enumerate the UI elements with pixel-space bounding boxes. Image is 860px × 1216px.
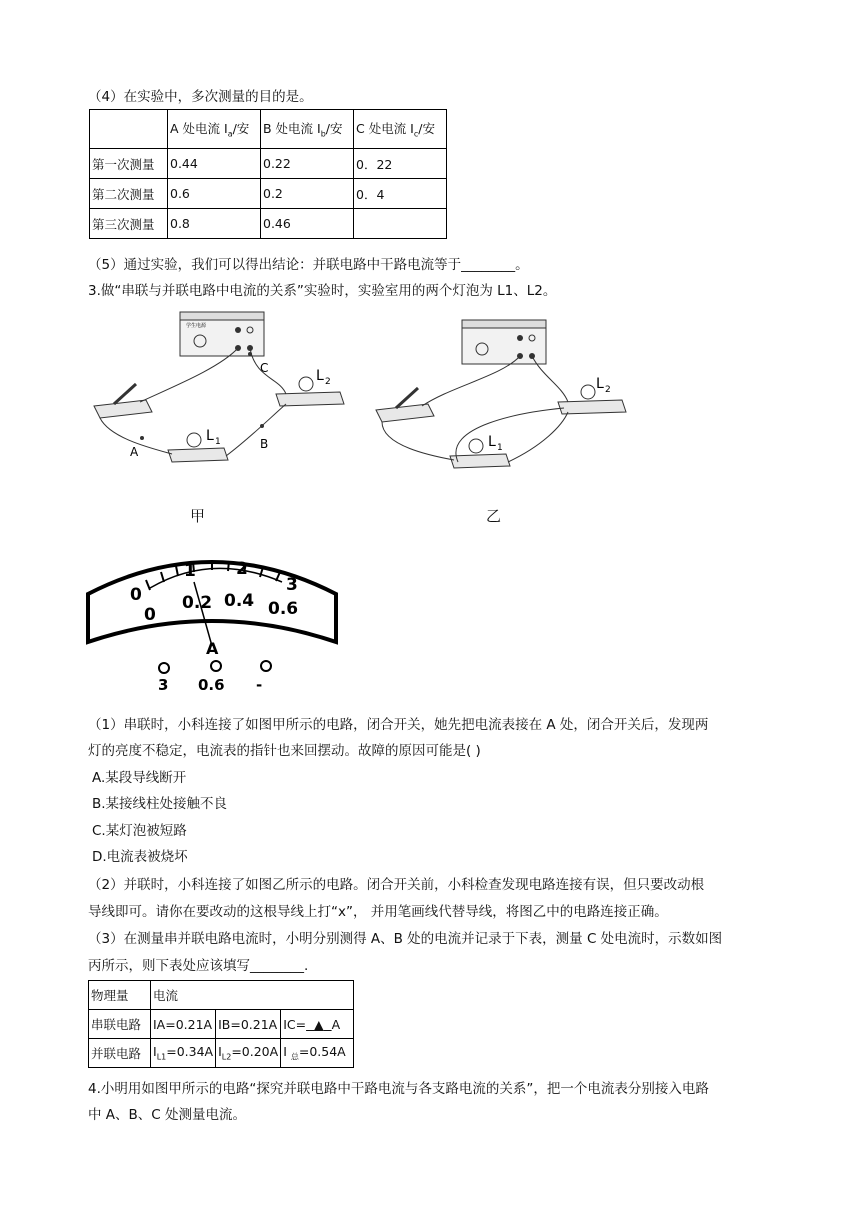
circuit-figure-yi: [372, 316, 632, 476]
cell-il1: $I_{L1}=0.34A$: [151, 1039, 216, 1068]
cell-ia: IA=0.21A: [151, 1010, 216, 1039]
bulb-l2: [581, 385, 595, 399]
point-a-label: A: [130, 445, 139, 459]
row-label-series: 串联电路: [89, 1010, 151, 1039]
q3-part3-line1: （3）在测量串并联电路电流时，小明分别测得 A、B 处的电流并记录于下表，测量 C 处电流时，示数如图: [88, 931, 723, 947]
figure-caption-yi: 乙: [486, 507, 502, 525]
label-l2-sub: 2: [605, 385, 611, 395]
measurement-table: [89, 109, 447, 239]
q4-line2: 中 A、B、C 处测量电流。: [88, 1107, 247, 1123]
figure-caption-jia: 甲: [190, 507, 206, 525]
bulb-l2-base: [558, 400, 626, 414]
point-c-label: C: [260, 361, 269, 375]
q3-part1-line1: （1）串联时，小科连接了如图甲所示的电路，闭合开关，她先把电流表接在 A 处，闭合开关后，发现两: [88, 717, 709, 733]
label-l1: L: [488, 434, 496, 450]
wire: [508, 412, 568, 462]
option-d: D.电流表被烧坏: [92, 849, 188, 865]
top-scale-0: 0: [130, 585, 142, 605]
terminal-label-06: 0.6: [198, 676, 225, 694]
switch: [94, 400, 152, 418]
q3-stem: 3.做“串联与并联电路中电流的关系”实验时，实验室用的两个灯泡为 L1、L2。: [88, 283, 557, 299]
row-label-parallel: 并联电路: [89, 1039, 151, 1068]
option-a: A.某段导线断开: [92, 770, 187, 786]
point-b-label: B: [260, 437, 269, 451]
bottom-scale-0: 0: [144, 605, 156, 625]
q3-part1-line2: 灯的亮度不稳定，电流表的指针也来回摆动。故障的原因可能是( ): [88, 743, 481, 759]
cell: 0.44: [168, 149, 261, 179]
top-scale-1: 1: [184, 561, 196, 581]
terminal-neg: [261, 661, 271, 671]
row-label: 第一次测量: [90, 149, 168, 179]
table-row: [89, 1039, 354, 1068]
row-label: 第三次测量: [90, 209, 168, 239]
cell-itotal: I $_总$=0.54A: [281, 1039, 354, 1068]
terminal-label-neg: -: [256, 676, 263, 694]
bottom-scale-2: 0.4: [224, 591, 255, 611]
top-scale-3: 3: [286, 575, 298, 595]
table-row: [90, 209, 447, 239]
wire: [226, 404, 286, 456]
circuit-figure-jia: [90, 308, 350, 468]
terminal-label-3: 3: [158, 676, 169, 694]
cell: 0.22: [261, 149, 354, 179]
current-table: [88, 980, 354, 1068]
cell: 0.6: [168, 179, 261, 209]
cell: 0.2: [261, 179, 354, 209]
option-b: B.某接线柱处接触不良: [92, 796, 228, 812]
q3-part3-line2: 丙所示，则下表处应该填写________.: [88, 958, 309, 974]
power-label: 学生电源: [186, 323, 207, 329]
header-b: B 处电流 $I_b/$安: [261, 110, 354, 149]
bottom-scale-3: 0.6: [268, 599, 299, 619]
label-l1: L: [206, 428, 214, 444]
header-a: A 处电流 $I_a/$安: [168, 110, 261, 149]
bottom-scale-1: 0.2: [182, 593, 213, 613]
top-scale-2: 2: [236, 559, 248, 579]
q2-part5: （5）通过实验，我们可以得出结论：并联电路中干路电流等于________。: [88, 257, 529, 273]
cell: 0．22: [354, 149, 447, 179]
row-label: 第二次测量: [90, 179, 168, 209]
wire: [456, 408, 564, 462]
cell: 0.8: [168, 209, 261, 239]
header-current: 电流: [151, 981, 354, 1010]
cell: 0．4: [354, 179, 447, 209]
bulb-l1-base: [168, 448, 228, 462]
q3-part2-line2: 导线即可。请你在要改动的这根导线上打“x”， 并用笔画线代替导线，将图乙中的电路连接正确。: [88, 904, 668, 920]
table-row: [89, 981, 354, 1010]
option-c: C.某灯泡被短路: [92, 823, 187, 839]
q4-line1: 4.小明用如图甲所示的电路“探究并联电路中干路电流与各支路电流的关系”，把一个电流表分别接入电路: [88, 1081, 709, 1097]
table-corner: [90, 110, 168, 149]
label-l1-sub: 1: [215, 437, 221, 447]
bulb-l1: [187, 433, 201, 447]
header-quantity: 物理量: [89, 981, 151, 1010]
header-c: C 处电流 $I_c/$安: [354, 110, 447, 149]
cell: 0.46: [261, 209, 354, 239]
label-l2: L: [316, 368, 324, 384]
wire: [382, 422, 454, 460]
bulb-l1-base: [450, 454, 510, 468]
table-row: [89, 1010, 354, 1039]
triangle-icon: ▲: [314, 1016, 324, 1032]
terminal-06: [211, 661, 221, 671]
q2-part4: （4）在实验中，多次测量的目的是。: [88, 89, 313, 105]
q3-part2-line1: （2）并联时，小科连接了如图乙所示的电路。闭合开关前，小科检查发现电路连接有误，但只要改动根: [88, 877, 705, 893]
label-l1-sub: 1: [497, 443, 503, 453]
cell-ib: IB=0.21A: [216, 1010, 281, 1039]
bulb-l1: [469, 439, 483, 453]
cell: [354, 209, 447, 239]
table-row: [90, 179, 447, 209]
bulb-l2-base: [276, 392, 344, 406]
cell-il2: $I_{L2}=0.20A$: [216, 1039, 281, 1068]
switch: [376, 404, 434, 422]
table-row: [90, 149, 447, 179]
label-l2: L: [596, 376, 604, 392]
terminal-3: [159, 663, 169, 673]
bulb-l2: [299, 377, 313, 391]
ammeter-unit: A: [206, 639, 219, 658]
label-l2-sub: 2: [325, 377, 331, 387]
ammeter-figure: [86, 542, 340, 694]
cell-ic: IC= ▲ A: [281, 1010, 354, 1039]
